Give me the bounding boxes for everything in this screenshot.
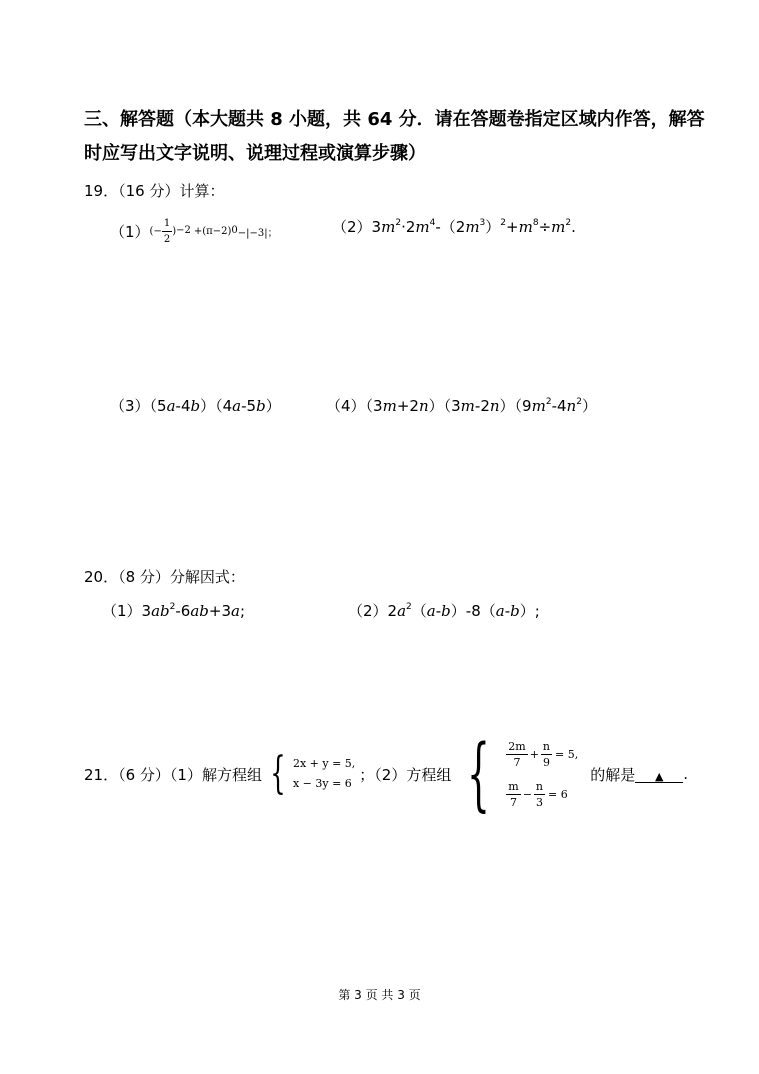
q21-sys2-eq1 bbox=[506, 734, 578, 774]
q21-sys2-f4-num: n bbox=[535, 779, 543, 793]
q20-part1 bbox=[102, 600, 245, 621]
q20-p1-t0: 3 bbox=[141, 602, 152, 620]
q19-p4-t12: n bbox=[566, 397, 577, 415]
q19-p1-pi: +(π−2) bbox=[193, 225, 232, 237]
q21-header: 21．（6 分）（1）解方程组 bbox=[84, 765, 262, 784]
q21-sys2-eq2-rhs: = 6 bbox=[548, 787, 568, 801]
q21-sys2-f1-den: 7 bbox=[513, 755, 521, 769]
q21-sys2-f3-num: m bbox=[508, 779, 519, 793]
q19-p2-t16: 2 bbox=[565, 218, 572, 228]
q21-sys1-brace: { bbox=[270, 748, 286, 799]
q21-end: . bbox=[683, 765, 689, 783]
q21-sys2-frac2 bbox=[541, 739, 552, 770]
q19-p2-label: （2） bbox=[332, 218, 372, 236]
q19-p4-t8: ）（9 bbox=[499, 397, 532, 415]
q19-p1-frac-num: 1 bbox=[162, 216, 172, 232]
q20-p1-label: （1） bbox=[102, 602, 142, 620]
q19-p2-t12: m bbox=[518, 218, 533, 236]
q20-p1-t4: ab bbox=[190, 602, 209, 620]
q19-p4-t6: -2 bbox=[474, 397, 490, 415]
q19-part1: （1） (− $\frac{1}{2}$ ) −2 +(π−2) 0 −|−3|； bbox=[110, 217, 278, 245]
q19-p2-t10: 2 bbox=[500, 218, 507, 228]
q19-header: 19．（16 分）计算： bbox=[84, 182, 225, 200]
q19-p3-label: （3） bbox=[110, 397, 150, 415]
q21-row bbox=[84, 727, 689, 820]
q20-p1-t6: a bbox=[231, 602, 240, 620]
q19-p3-t6: -5 bbox=[241, 397, 257, 415]
q19-p2-t17: . bbox=[571, 218, 576, 236]
q21-sys2-frac3 bbox=[506, 779, 520, 810]
q20-p2-t10: b bbox=[510, 602, 520, 620]
q21-sys2-frac4 bbox=[534, 779, 545, 810]
q20-p2-t5: - bbox=[435, 602, 442, 620]
q19-p2-t7: m bbox=[465, 218, 480, 236]
q19-p2-t11: + bbox=[506, 218, 519, 236]
q19-p2-t2: 2 bbox=[395, 218, 402, 228]
q21-system2 bbox=[506, 734, 578, 814]
q20-p2-t2: 2 bbox=[406, 602, 412, 612]
q21-sys2-minus: − bbox=[522, 787, 532, 801]
q21-sys2-f2-den: 9 bbox=[542, 755, 550, 769]
q21-sys2-f1-num: 2m bbox=[508, 739, 526, 753]
q19-p2-t4: m bbox=[415, 218, 430, 236]
q19-p4-t1: m bbox=[382, 397, 397, 415]
q21-system1 bbox=[293, 754, 355, 794]
q21-sys2-brace: { bbox=[467, 727, 491, 820]
q21-sys2-eq1-rhs: = 5, bbox=[555, 747, 579, 761]
q20-part2 bbox=[348, 600, 540, 621]
q20-p2-t9: - bbox=[504, 602, 511, 620]
q20-p2-t8: a bbox=[495, 602, 505, 620]
q20-p2-t11: ）; bbox=[519, 602, 540, 620]
q20-p1-t1: ab bbox=[151, 602, 170, 620]
q19-p2-t13: 8 bbox=[532, 218, 539, 228]
q19-p4-t10: 2 bbox=[545, 397, 552, 407]
q21-sys1-line1: 2x + y = 5, bbox=[292, 757, 356, 770]
q20-p1-t3: -6 bbox=[175, 602, 191, 620]
q20-p2-t3: （ bbox=[411, 602, 427, 620]
q19-p3-t0: （5 bbox=[149, 397, 167, 415]
q19-p2-t14: ÷ bbox=[538, 218, 552, 236]
q21-sys2-eq2 bbox=[506, 774, 578, 814]
q19-p4-t4: ）（3 bbox=[428, 397, 461, 415]
q19-p2-t3: ·2 bbox=[401, 218, 416, 236]
q19-p2-t9: ） bbox=[485, 218, 501, 236]
q19-p3-t8: ） bbox=[265, 397, 281, 415]
q19-p1-abs: −|−3|； bbox=[237, 227, 278, 239]
q21-sys2-f3-den: 7 bbox=[509, 795, 517, 809]
q19-p3-t7: b bbox=[256, 397, 266, 415]
q19-p2-t0: 3 bbox=[371, 218, 382, 236]
q19-part4 bbox=[326, 395, 597, 416]
q19-p1-close: ) bbox=[172, 225, 177, 237]
q19-p1-fraction bbox=[162, 216, 172, 247]
q19-p4-label: （4） bbox=[326, 397, 366, 415]
q21-answer-blank[interactable] bbox=[635, 766, 683, 783]
q19-part2 bbox=[332, 216, 576, 237]
q19-p2-t5: 4 bbox=[429, 218, 436, 228]
q20-p2-t0: 2 bbox=[387, 602, 398, 620]
q20-p1-t2: 2 bbox=[169, 602, 176, 612]
q20-p2-t1: a bbox=[397, 602, 407, 620]
q19-p2-t15: m bbox=[551, 218, 566, 236]
q19-p4-t7: n bbox=[489, 397, 500, 415]
q19-p3-t2: -4 bbox=[175, 397, 191, 415]
q20-p1-t5: +3 bbox=[208, 602, 232, 620]
q19-p1-label: （1） bbox=[110, 222, 150, 241]
q19-p3-t1: a bbox=[166, 397, 176, 415]
q20-p1-t7: ; bbox=[239, 602, 246, 620]
q19-p2-t1: m bbox=[381, 218, 396, 236]
q19-part3 bbox=[110, 395, 281, 416]
q20-header: 20．（8 分）分解因式： bbox=[84, 568, 245, 586]
page-footer: 第 3 页 共 3 页 bbox=[338, 988, 421, 1002]
q19-p4-t2: +2 bbox=[396, 397, 419, 415]
q19-p3-t4: ）（4 bbox=[200, 397, 233, 415]
q19-p3-t3: b bbox=[190, 397, 201, 415]
q19-p4-t9: m bbox=[531, 397, 546, 415]
q21-sys2-frac1 bbox=[506, 739, 527, 770]
q19-p1-frac-den: 2 bbox=[163, 233, 171, 245]
section-title-line2: 时应写出文字说明、说理过程或演算步骤） bbox=[84, 143, 426, 164]
q19-p4-t14: ） bbox=[581, 397, 597, 415]
q19-p4-t11: -4 bbox=[551, 397, 567, 415]
q19-p4-t0: （3 bbox=[365, 397, 383, 415]
q19-p4-t3: n bbox=[418, 397, 429, 415]
section-title-line1: 三、解答题（本大题共 8 小题，共 64 分．请在答题卷指定区域内作答，解答 bbox=[84, 109, 705, 130]
q21-sys2-f2-num: n bbox=[542, 739, 550, 753]
q21-sys2-f4-den: 3 bbox=[535, 795, 543, 809]
q19-p2-t8: 3 bbox=[479, 218, 486, 228]
q21-mid: ；（2）方程组 bbox=[359, 765, 452, 784]
q19-p3-t5: a bbox=[232, 397, 242, 415]
q19-p4-t13: 2 bbox=[576, 397, 582, 407]
q21-sys1-line2: x − 3y = 6 bbox=[292, 777, 352, 790]
q20-p2-t6: b bbox=[441, 602, 451, 620]
q20-p2-t4: a bbox=[426, 602, 436, 620]
q19-p4-t5: m bbox=[460, 397, 475, 415]
q21-triangle-icon: ▲ bbox=[655, 769, 664, 783]
q21-sys2-plus: + bbox=[529, 747, 539, 761]
q20-p2-t7: ）-8（ bbox=[450, 602, 496, 620]
q19-p1-open: (− bbox=[149, 225, 162, 237]
q19-p2-t6: -（2 bbox=[435, 218, 466, 236]
q21-tail: 的解是 bbox=[590, 765, 636, 784]
q20-p2-label: （2） bbox=[348, 602, 388, 620]
